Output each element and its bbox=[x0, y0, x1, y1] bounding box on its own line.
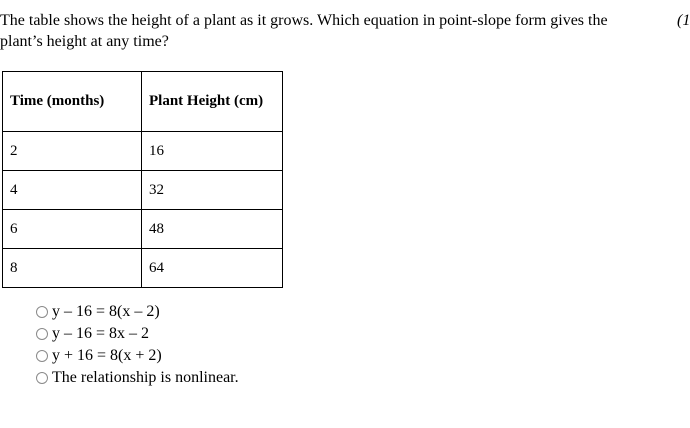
choice-label: y – 16 = 8x – 2 bbox=[52, 325, 150, 342]
table-row bbox=[3, 210, 283, 249]
cell-height: 64 bbox=[142, 249, 283, 288]
question-line-1: The table shows the height of a plant as it grows. Which equation in point-slope form gives the bbox=[0, 12, 608, 29]
cell-height: 48 bbox=[142, 210, 283, 249]
question-text bbox=[0, 10, 687, 52]
radio-button[interactable] bbox=[36, 306, 48, 318]
table-row bbox=[3, 171, 283, 210]
choice-label: y + 16 = 8(x + 2) bbox=[52, 347, 162, 364]
data-table bbox=[2, 71, 283, 288]
cell-height: 16 bbox=[142, 132, 283, 171]
cell-height: 32 bbox=[142, 171, 283, 210]
choice-a[interactable] bbox=[36, 301, 239, 323]
header-time: Time (months) bbox=[3, 72, 142, 132]
cell-time: 4 bbox=[3, 171, 142, 210]
cell-time: 2 bbox=[3, 132, 142, 171]
radio-button[interactable] bbox=[36, 328, 48, 340]
table-header-row bbox=[3, 72, 283, 132]
cell-time: 8 bbox=[3, 249, 142, 288]
header-plant-height: Plant Height (cm) bbox=[142, 72, 283, 132]
radio-button[interactable] bbox=[36, 372, 48, 384]
table-row bbox=[3, 249, 283, 288]
choice-label: y – 16 = 8(x – 2) bbox=[52, 303, 160, 320]
choice-label: The relationship is nonlinear. bbox=[52, 369, 239, 386]
choice-c[interactable] bbox=[36, 345, 239, 367]
question-line-2: plant’s height at any time? bbox=[0, 33, 169, 50]
choice-d[interactable] bbox=[36, 367, 239, 389]
cell-time: 6 bbox=[3, 210, 142, 249]
cutoff-points-label: (1 bbox=[677, 12, 690, 29]
answer-choices bbox=[36, 301, 239, 389]
table-row bbox=[3, 132, 283, 171]
radio-button[interactable] bbox=[36, 350, 48, 362]
choice-b[interactable] bbox=[36, 323, 239, 345]
